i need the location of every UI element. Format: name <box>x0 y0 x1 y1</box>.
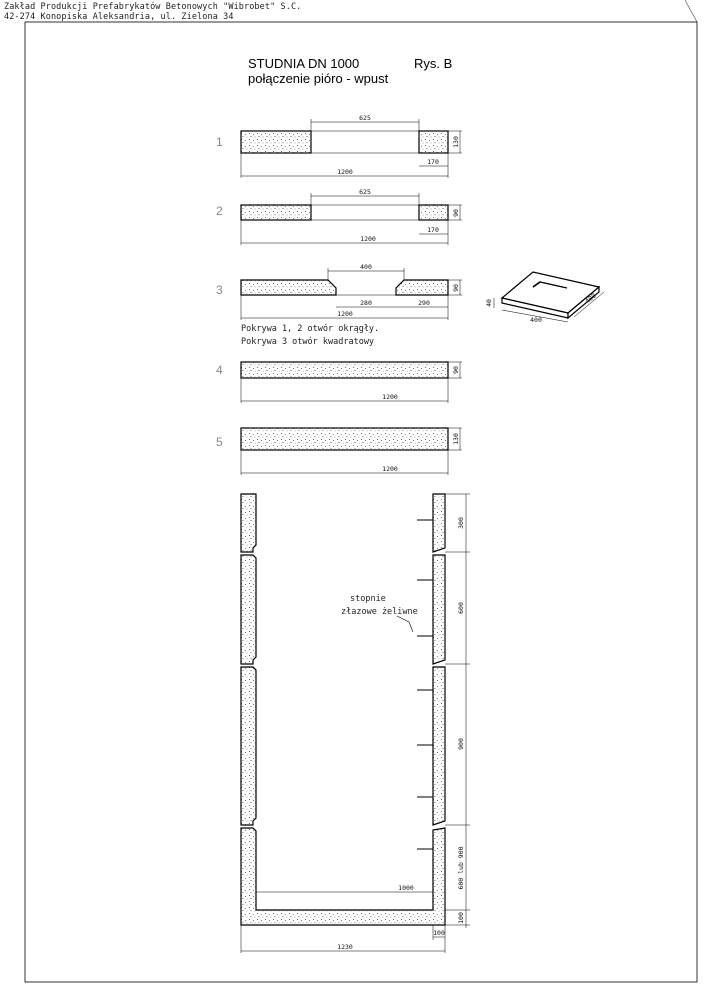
dim-height: 90 <box>452 366 460 374</box>
dim-opening: 400 <box>360 263 372 271</box>
dim-height: 90 <box>452 284 460 292</box>
dim-width: 1200 <box>360 235 376 243</box>
dim-ring-3: 900 <box>457 738 465 750</box>
cover-number: 2 <box>216 204 223 218</box>
dim-inner-diameter: 1000 <box>398 884 414 892</box>
ring-2-right-wall <box>433 555 445 664</box>
dim-hatch-height: 40 <box>485 299 493 307</box>
ring-2-left-wall <box>241 555 256 664</box>
cover-number: 3 <box>216 283 223 297</box>
dim-height: 130 <box>452 433 460 445</box>
cover-4 <box>216 362 462 403</box>
dim-width: 1200 <box>337 168 353 176</box>
dim-edge: 290 <box>418 299 430 307</box>
slab-left <box>241 205 311 220</box>
dim-opening: 625 <box>359 188 371 196</box>
ring-3-right-wall <box>433 667 445 825</box>
slab <box>241 362 448 378</box>
hatch-cover-isometric <box>485 272 604 324</box>
steps-label-2: złazowe żeliwne <box>341 607 418 617</box>
company-name: Zakład Produkcji Prefabrykatów Betonowych "Wibrobet" S.C. <box>4 2 302 12</box>
dim-width: 1200 <box>382 465 398 473</box>
dim-hatch-width: 400 <box>530 316 542 324</box>
border-corner-line <box>685 0 697 22</box>
dim-edge: 170 <box>427 226 439 234</box>
step-irons <box>417 520 433 849</box>
cover-1 <box>216 114 462 178</box>
cover-2 <box>216 188 462 245</box>
dim-inner: 280 <box>360 299 372 307</box>
dim-edge: 170 <box>427 158 439 166</box>
well-section <box>241 494 470 953</box>
cover-number: 1 <box>216 135 223 149</box>
slab-right <box>419 205 448 220</box>
dim-wall-thickness: 100 <box>433 929 445 937</box>
dim-ring-1: 300 <box>457 517 465 529</box>
cover-number: 4 <box>216 363 223 377</box>
dim-outer-width: 1230 <box>337 943 353 951</box>
dim-ring-2: 600 <box>457 602 465 614</box>
dim-bottom-thickness: 100 <box>457 912 465 924</box>
cover-number: 5 <box>216 435 223 449</box>
dim-height: 130 <box>452 136 460 148</box>
dim-ring-4: 600 lub 900 <box>457 846 465 890</box>
cover-3 <box>216 263 462 320</box>
note-line-1: Pokrywa 1, 2 otwór okrągły. <box>241 324 380 334</box>
slab <box>241 428 448 450</box>
figure-label: Rys. B <box>414 56 453 71</box>
slab-left <box>241 131 311 153</box>
dim-hatch-depth: 400 <box>583 291 598 306</box>
sheet-border <box>25 22 697 982</box>
ring-1-right-wall <box>433 494 445 552</box>
ring-3-left-wall <box>241 667 256 825</box>
steps-label-1: stopnie <box>350 594 386 604</box>
note-line-2: Pokrywa 3 otwór kwadratowy <box>241 337 375 347</box>
ring-1-left-wall <box>241 494 256 552</box>
drawing-subtitle: połączenie pióro - wpust <box>248 71 389 86</box>
slab-right <box>396 280 448 295</box>
cover-5 <box>216 428 462 475</box>
dim-width: 1200 <box>382 393 398 401</box>
drawing-title: STUDNIA DN 1000 <box>248 56 360 71</box>
slab-left <box>241 280 336 295</box>
steps-leader <box>397 616 413 632</box>
dim-width: 1200 <box>337 310 353 318</box>
dim-opening: 625 <box>359 114 371 122</box>
dim-height: 90 <box>452 209 460 217</box>
slab-right <box>419 131 448 153</box>
company-address: 42-274 Konopiska Aleksandria, ul. Zielona 34 <box>4 12 234 22</box>
bottom-ring <box>241 828 445 925</box>
